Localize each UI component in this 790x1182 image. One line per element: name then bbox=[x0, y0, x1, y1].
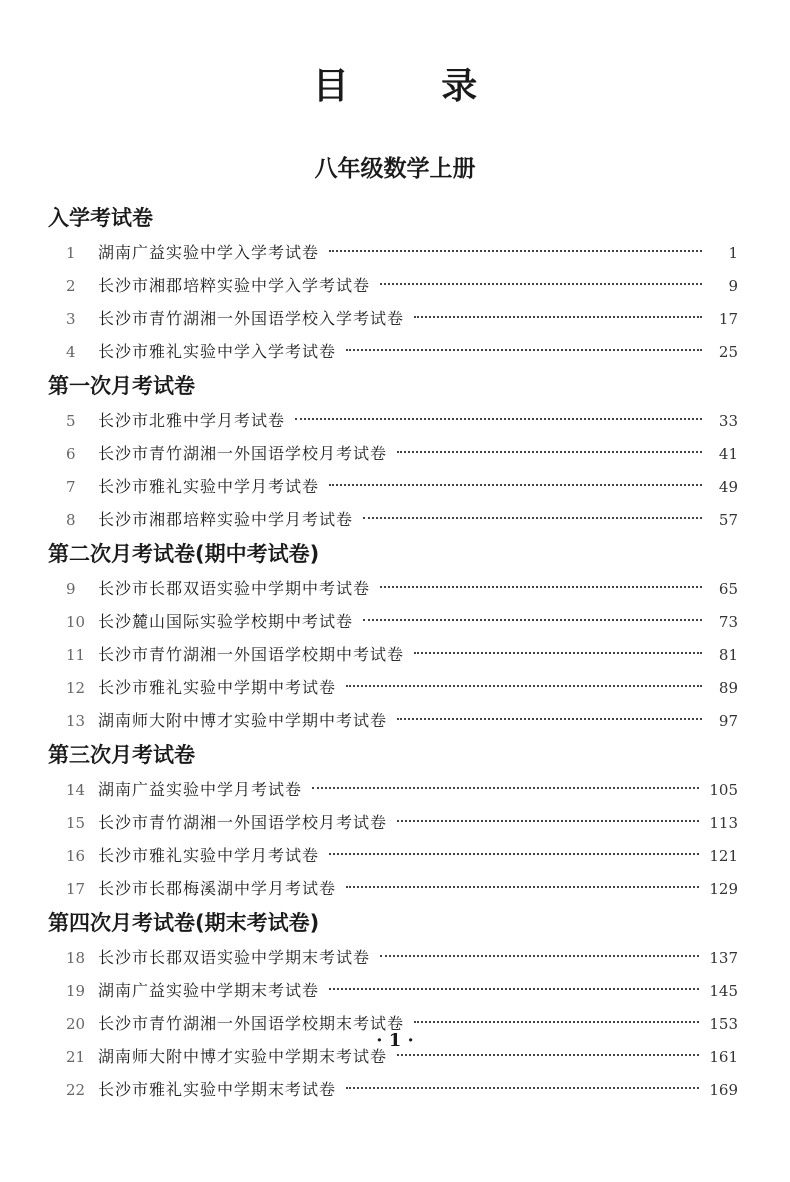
entry-number: 2 bbox=[66, 277, 76, 295]
dot-leader bbox=[329, 853, 699, 855]
toc-entry[interactable] bbox=[48, 269, 738, 302]
dot-leader bbox=[380, 955, 699, 957]
dot-leader bbox=[329, 484, 702, 486]
toc-entry[interactable] bbox=[48, 941, 738, 974]
entry-title: 湖南师大附中博才实验中学期末考试卷 bbox=[98, 1047, 388, 1066]
entry-title: 长沙市雅礼实验中学期末考试卷 bbox=[98, 1080, 337, 1099]
entry-number: 19 bbox=[66, 982, 86, 1000]
entry-number: 22 bbox=[66, 1081, 86, 1099]
entry-page-number: 81 bbox=[718, 646, 738, 664]
entry-title: 湖南广益实验中学期末考试卷 bbox=[98, 981, 320, 1000]
entry-title: 长沙市长郡双语实验中学期末考试卷 bbox=[98, 948, 371, 967]
entry-page-number: 145 bbox=[709, 982, 738, 1000]
entry-page-number: 153 bbox=[709, 1015, 738, 1033]
entry-page-number: 89 bbox=[718, 679, 738, 697]
entry-number: 7 bbox=[66, 478, 76, 496]
toc-entry[interactable] bbox=[48, 773, 738, 806]
entry-title: 长沙市长郡梅溪湖中学月考试卷 bbox=[98, 879, 337, 898]
toc-entry[interactable] bbox=[48, 974, 738, 1007]
page-title: 目 录 bbox=[312, 66, 518, 107]
dot-leader bbox=[346, 1087, 699, 1089]
dot-leader bbox=[380, 586, 702, 588]
toc-entry[interactable] bbox=[48, 470, 738, 503]
entry-number: 15 bbox=[66, 814, 86, 832]
dot-leader bbox=[329, 250, 702, 252]
entry-title: 长沙市北雅中学月考试卷 bbox=[98, 411, 286, 430]
entry-number: 8 bbox=[66, 511, 76, 529]
entry-title: 长沙麓山国际实验学校期中考试卷 bbox=[98, 612, 354, 631]
dot-leader bbox=[397, 718, 702, 720]
toc-entry[interactable] bbox=[48, 872, 738, 905]
entry-number: 14 bbox=[66, 781, 86, 799]
entry-number: 16 bbox=[66, 847, 86, 865]
entry-page-number: 17 bbox=[718, 310, 738, 328]
toc-list bbox=[48, 200, 738, 1106]
toc-entry[interactable] bbox=[48, 704, 738, 737]
dot-leader bbox=[397, 1054, 699, 1056]
book-subtitle: 八年级数学上册 bbox=[314, 156, 476, 182]
dot-leader bbox=[414, 316, 702, 318]
entry-title: 湖南广益实验中学入学考试卷 bbox=[98, 243, 320, 262]
entry-page-number: 57 bbox=[718, 511, 738, 529]
toc-entry[interactable] bbox=[48, 638, 738, 671]
section-heading: 第三次月考试卷 bbox=[48, 743, 195, 767]
entry-title: 长沙市雅礼实验中学月考试卷 bbox=[98, 846, 320, 865]
entry-title: 长沙市雅礼实验中学月考试卷 bbox=[98, 477, 320, 496]
entry-number: 10 bbox=[66, 613, 86, 631]
entry-number: 9 bbox=[66, 580, 76, 598]
entry-page-number: 73 bbox=[718, 613, 738, 631]
page-number: · 1 · bbox=[376, 1030, 414, 1051]
toc-entry[interactable] bbox=[48, 302, 738, 335]
entry-page-number: 65 bbox=[718, 580, 738, 598]
entry-title: 长沙市青竹湖湘一外国语学校期中考试卷 bbox=[98, 645, 405, 664]
toc-entry[interactable] bbox=[48, 335, 738, 368]
entry-number: 12 bbox=[66, 679, 86, 697]
toc-entry[interactable] bbox=[48, 236, 738, 269]
entry-title: 湖南广益实验中学月考试卷 bbox=[98, 780, 303, 799]
entry-page-number: 121 bbox=[709, 847, 738, 865]
toc-entry[interactable] bbox=[48, 1073, 738, 1106]
dot-leader bbox=[295, 418, 702, 420]
dot-leader bbox=[397, 451, 702, 453]
entry-number: 20 bbox=[66, 1015, 86, 1033]
toc-entry[interactable] bbox=[48, 806, 738, 839]
entry-title: 长沙市湘郡培粹实验中学入学考试卷 bbox=[98, 276, 371, 295]
entry-page-number: 49 bbox=[718, 478, 738, 496]
entry-page-number: 161 bbox=[709, 1048, 738, 1066]
entry-page-number: 97 bbox=[718, 712, 738, 730]
entry-page-number: 113 bbox=[709, 814, 738, 832]
toc-entry[interactable] bbox=[48, 671, 738, 704]
section-heading: 第一次月考试卷 bbox=[48, 374, 195, 398]
entry-page-number: 1 bbox=[728, 244, 738, 262]
dot-leader bbox=[363, 517, 702, 519]
toc-entry[interactable] bbox=[48, 839, 738, 872]
section-heading: 第四次月考试卷(期末考试卷) bbox=[48, 911, 320, 935]
entry-page-number: 25 bbox=[718, 343, 738, 361]
entry-title: 长沙市雅礼实验中学入学考试卷 bbox=[98, 342, 337, 361]
entry-page-number: 105 bbox=[709, 781, 738, 799]
entry-page-number: 9 bbox=[728, 277, 738, 295]
dot-leader bbox=[414, 652, 702, 654]
dot-leader bbox=[346, 886, 699, 888]
section-heading: 第二次月考试卷(期中考试卷) bbox=[48, 542, 320, 566]
entry-title: 湖南师大附中博才实验中学期中考试卷 bbox=[98, 711, 388, 730]
section-heading: 入学考试卷 bbox=[48, 206, 153, 230]
dot-leader bbox=[346, 349, 702, 351]
entry-page-number: 169 bbox=[709, 1081, 738, 1099]
entry-number: 11 bbox=[66, 646, 86, 664]
toc-entry[interactable] bbox=[48, 503, 738, 536]
toc-entry[interactable] bbox=[48, 605, 738, 638]
dot-leader bbox=[414, 1021, 699, 1023]
entry-title: 长沙市雅礼实验中学期中考试卷 bbox=[98, 678, 337, 697]
entry-number: 21 bbox=[66, 1048, 86, 1066]
entry-number: 13 bbox=[66, 712, 86, 730]
entry-title: 长沙市青竹湖湘一外国语学校入学考试卷 bbox=[98, 309, 405, 328]
entry-page-number: 33 bbox=[718, 412, 738, 430]
entry-number: 3 bbox=[66, 310, 76, 328]
entry-page-number: 129 bbox=[709, 880, 738, 898]
dot-leader bbox=[346, 685, 702, 687]
entry-number: 4 bbox=[66, 343, 76, 361]
dot-leader bbox=[312, 787, 699, 789]
entry-title: 长沙市长郡双语实验中学期中考试卷 bbox=[98, 579, 371, 598]
entry-number: 1 bbox=[66, 244, 76, 262]
entry-number: 6 bbox=[66, 445, 76, 463]
entry-title: 长沙市青竹湖湘一外国语学校月考试卷 bbox=[98, 813, 388, 832]
entry-number: 18 bbox=[66, 949, 86, 967]
entry-title: 长沙市青竹湖湘一外国语学校期末考试卷 bbox=[98, 1014, 405, 1033]
entry-number: 5 bbox=[66, 412, 76, 430]
entry-page-number: 137 bbox=[709, 949, 738, 967]
dot-leader bbox=[363, 619, 702, 621]
entry-title: 长沙市青竹湖湘一外国语学校月考试卷 bbox=[98, 444, 388, 463]
toc-entry[interactable] bbox=[48, 572, 738, 605]
toc-entry[interactable] bbox=[48, 404, 738, 437]
toc-entry[interactable] bbox=[48, 437, 738, 470]
dot-leader bbox=[329, 988, 699, 990]
dot-leader bbox=[397, 820, 699, 822]
dot-leader bbox=[380, 283, 702, 285]
entry-title: 长沙市湘郡培粹实验中学月考试卷 bbox=[98, 510, 354, 529]
entry-number: 17 bbox=[66, 880, 86, 898]
entry-page-number: 41 bbox=[718, 445, 738, 463]
